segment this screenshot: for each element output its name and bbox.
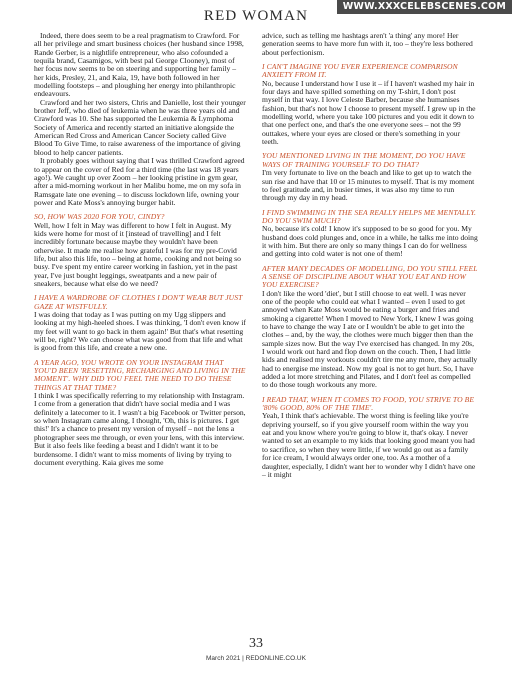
issue-line: March 2021 | REDONLINE.CO.UK <box>206 655 306 662</box>
body-paragraph: advice, such as telling me hashtags aren't 'a thing' any more! Her generation seems to have more fun with it, too – they're less bothered about perfectionism. <box>262 31 473 57</box>
question-heading: I FIND SWIMMING IN THE SEA REALLY HELPS ME MENTALLY. DO YOU SWIM MUCH? <box>262 207 477 225</box>
question-heading: SO, HOW WAS 2020 FOR YOU, CINDY? <box>34 212 165 222</box>
body-paragraph: Yeah, I think that's achievable. The worst thing is feeling like you're depriving yourself, so if you give yourself room within the way you eat and you know where you're going to blow it, that's okay. I never wanted to set an example to my kids that looking good meant you had to sacrifice, so when they were little, if we would go out as a family for ice cream, I would always order one, too. As a mother of a daughter, especially, I didn't want her to wonder why I didn't have one – it might <box>262 411 476 479</box>
masthead: RED WOMAN <box>203 8 309 24</box>
body-paragraph: No, because I understand how I use it – if I haven't washed my hair in four days and have spilled something on my T-shirt, I don't post myself in that way. I love Celeste Barber, because she humanises fashion, but that's not how I choose to present myself. I grew up in the modelling world, where you take 100 pictures and you edit it down to that one perfect one, and that's the one everyone sees – not the 99 outtakes, where your eyes are closed or there's something in your teeth. <box>262 78 476 147</box>
body-paragraph: No, because it's cold! I know it's supposed to be so good for you. My husband does cold plunges and, once in a while, he talks me into doing it with him. But there are only so many things I can do for wellness and getting into cold water is not one of them! <box>262 224 478 259</box>
question-heading: I CAN'T IMAGINE YOU EVER EXPERIENCE COMPARISON ANXIETY FROM IT. <box>262 62 458 80</box>
body-paragraph: I think I was specifically referring to my relationship with Instagram. I come from a generation that didn't have social media and I was definitely a latecomer to it. I wasn't a big Facebook or Twitter person, so when Instagram came along, I thought, 'Oh, this is pictures. I get this!' It's a chance to present my version of myself – not the lens a photographer sees me through, or even your lens, with this interview. But it also feels like feeding a beast and I didn't want it to be burdensome. I didn't want to miss moments of living by trying to document everything. Kaia gives me some <box>34 391 246 467</box>
body-paragraph: I was doing that today as I was putting on my Ugg slippers and looking at my high-heeled shoes. I was thinking, 'I don't even know if my feet will want to go back in them again!' But that's what resetting will be, right? We can choose what was good from that life and what is good from this life, and create a new one. <box>34 310 246 353</box>
question-heading: A YEAR AGO, YOU WROTE ON YOUR INSTAGRAM THAT YOU'D BEEN 'RESETTING, RECHARGING AND LIVING IN THE MOMENT'. WHY DID YOU FEEL THE NEED TO DO THESE THINGS AT THAT TIME? <box>34 357 246 392</box>
body-paragraph: It probably goes without saying that I was thrilled Crawford agreed to appear on the cover of Red for a third time (the last was 18 years ago!). We caught up over Zoom – her looking pristine in gym gear, after a mid-morning workout in her Malibu home, me on my sofa in Ramsgate late one evening – to discuss lockdown life, owning your power and Kate Moss's annoying burger habit. <box>34 156 245 207</box>
question-heading: I HAVE A WARDROBE OF CLOTHES I DON'T WEAR BUT JUST GAZE AT WISTFULLY. <box>34 293 243 311</box>
body-paragraph: I'm very fortunate to live on the beach and like to get up to watch the sun rise and have that 10 or 15 minutes to myself. That is my moment to feel gratitude and, in busier times, it was also my time to run through my day in my head. <box>262 168 475 203</box>
question-heading: I READ THAT, WHEN IT COMES TO FOOD, YOU STRIVE TO BE '80% GOOD, 80% OF THE TIME'. <box>262 394 475 413</box>
left-column <box>34 32 246 467</box>
question-heading: YOU MENTIONED LIVING IN THE MOMENT, DO YOU HAVE WAYS OF TRAINING YOURSELF TO DO THAT? <box>262 151 466 169</box>
question-heading: AFTER MANY DECADES OF MODELLING, DO YOU STILL FEEL A SENSE OF DISCIPLINE ABOUT WHAT YOU EAT AND HOW YOU EXERCISE? <box>262 263 478 290</box>
body-paragraph: Crawford and her two sisters, Chris and Danielle, lost their younger brother Jeff, who died of leukemia when he was three years old and Crawford was 10. She has supported the Leukemia & Lymphoma Society of America and recently started an initiative alongside the American Red Cross and American Cancer Society called Give Blood To Give Time, to raise awareness of the importance of giving blood to help cancer patients. <box>34 97 246 157</box>
body-paragraph: Indeed, there does seem to be a real pragmatism to Crawford. For all her privilege and smart business choices (her husband since 1998, Rande Gerber, is a nightlife entrepreneur, who also cofounded a tequila brand, Casamigos, with best pal George Clooney), most of her focus now seems to be on steering and supporting her family – her kids, Presley, 21, and Kaia, 19, have both followed in her modelling footsteps – and ploughing her energy into philanthropic endeavours. <box>34 31 244 99</box>
body-paragraph: Well, how I felt in May was different to how I felt in August. My kids were home for most of it [instead of travelling] and I felt incredibly fortunate because maybe they wouldn't have been otherwise. It made me realise how grateful I was for my pre-Covid life, but also this life, too – being at home, cooking and not being so busy. I've spent my entire career working in fashion, yet in the past year, I've just bought leggings, sweatpants and a new pair of sneakers, because what else do we need? <box>34 220 241 288</box>
right-column <box>262 32 478 479</box>
watermark: WWW.XXXCELEBSCENES.COM <box>337 0 512 14</box>
page-number: 33 <box>249 636 263 651</box>
body-paragraph: I don't like the word 'diet', but I still choose to eat well. I was never one of the people who could eat what I wanted – even I used to get annoyed when Kate Moss would be eating a burger and fries and smoking a cigarette! When I moved to New York, I knew I was going to have to change the way I ate or I wouldn't be able to get into the clothes – and, by the way, the clothes were much bigger then than the sample sizes now. But the way I've exercised has changed. In my 20s, I would work out hard and flop down on the couch. Then, I had little kids and realised my workouts couldn't tire me any more, they actually had to energise me instead. Now my goal is not to get hurt. So, I have added a lot more stretching and Pilates, and I don't feel as compelled to do those tough workouts any more. <box>262 288 478 390</box>
